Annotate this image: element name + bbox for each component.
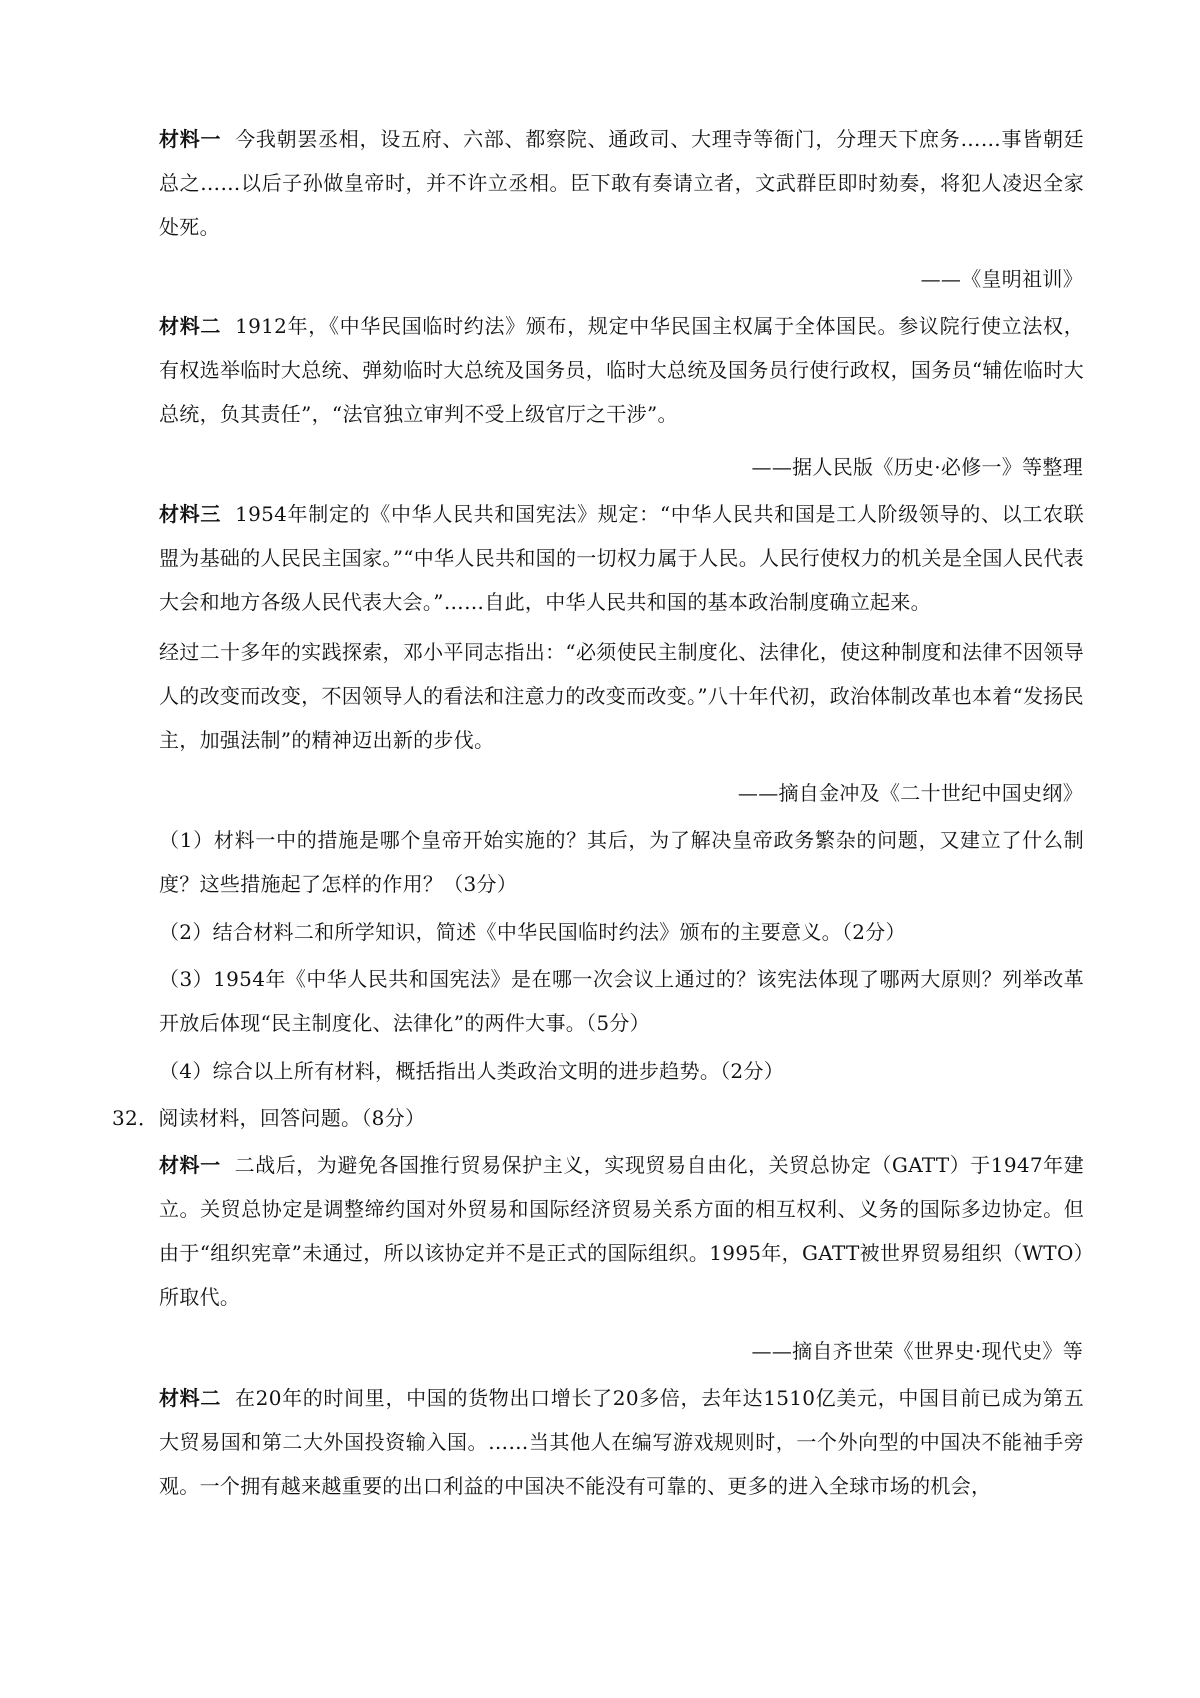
q31-material-3-continued: 经过二十多年的实践探索，邓小平同志指出：“必须使民主制度化、法律化，使这种制度和法律不因领导人的改变而改变，不因领导人的看法和注意力的改变而改变。”八十年代初，政治体制改革也本着“发扬民主，加强法制”的精神迈出新的步伐。 — [159, 640, 1084, 752]
material-label: 材料一 — [159, 127, 222, 151]
material-text: 二战后，为避免各国推行贸易保护主义，实现贸易自由化，关贸总协定（GATT）于1947年建立。关贸总协定是调整缔约国对外贸易和国际经济贸易关系方面的相互权利、义务的国际多边协定。但由于“组织宪章”未通过，所以该协定并不是正式的国际组织。1995年，GATT被世界贸易组织（WTO）所取代。 — [159, 1153, 1084, 1309]
q31-question-4: （4）综合以上所有材料，概括指出人类政治文明的进步趋势。（2分） — [159, 1059, 785, 1083]
material-text: 1912年，《中华民国临时约法》颁布，规定中华民国主权属于全体国民。参议院行使立法权，有权选举临时大总统、弹劾临时大总统及国务员，临时大总统及国务员行使行政权，国务员“辅佐临时大总统，负其责任”，“法官独立审判不受上级官厅之干涉”。 — [159, 314, 1084, 426]
q31-question-2: （2）结合材料二和所学知识，简述《中华民国临时约法》颁布的主要意义。（2分） — [159, 920, 906, 944]
material-text: 今我朝罢丞相，设五府、六部、都察院、通政司、大理寺等衙门，分理天下庶务……事皆朝廷总之……以后子孙做皇帝时，并不许立丞相。臣下敢有奏请立者，文武群臣即时劾奏，将犯人凌迟全家处死。 — [159, 127, 1084, 239]
q31-material-1-source: ——《皇明祖训》 — [920, 267, 1083, 291]
q31-material-3 — [159, 492, 1084, 624]
q31-material-3-source: ——摘自金冲及《二十世纪中国史纲》 — [737, 781, 1083, 805]
material-label: 材料二 — [159, 314, 222, 338]
q31-question-1: （1）材料一中的措施是哪个皇帝开始实施的？其后，为了解决皇帝政务繁杂的问题，又建立了什么制度？这些措施起了怎样的作用？（3分） — [159, 828, 1084, 896]
material-text: 1954年制定的《中华人民共和国宪法》规定：“中华人民共和国是工人阶级领导的、以工农联盟为基础的人民民主国家。”“中华人民共和国的一切权力属于人民。人民行使权力的机关是全国人民代表大会和地方各级人民代表大会。”……自此，中华人民共和国的基本政治制度确立起来。 — [159, 502, 1084, 614]
material-text: 在20年的时间里，中国的货物出口增长了20多倍，去年达1510亿美元，中国目前已成为第五大贸易国和第二大外国投资输入国。……当其他人在编写游戏规则时，一个外向型的中国决不能袖手旁观。一个拥有越来越重要的出口利益的中国决不能没有可靠的、更多的进入全球市场的机会， — [159, 1386, 1085, 1498]
q31-question-3: （3）1954年《中华人民共和国宪法》是在哪一次会议上通过的？该宪法体现了哪两大原则？列举改革开放后体现“民主制度化、法律化”的两件大事。（5分） — [159, 967, 1084, 1035]
q32-heading: 32．阅读材料，回答问题。（8分） — [112, 1106, 426, 1130]
q32-material-2 — [159, 1376, 1084, 1508]
q31-material-2 — [159, 304, 1084, 436]
material-label: 材料三 — [159, 502, 222, 526]
material-label: 材料二 — [159, 1386, 222, 1410]
q31-material-2-source: ——据人民版《历史·必修一》等整理 — [751, 455, 1083, 479]
q32-material-1-source: ——摘自齐世荣《世界史·现代史》等 — [751, 1339, 1083, 1363]
q32-material-1 — [159, 1143, 1084, 1319]
q31-material-1 — [159, 117, 1084, 249]
material-label: 材料一 — [159, 1153, 221, 1177]
